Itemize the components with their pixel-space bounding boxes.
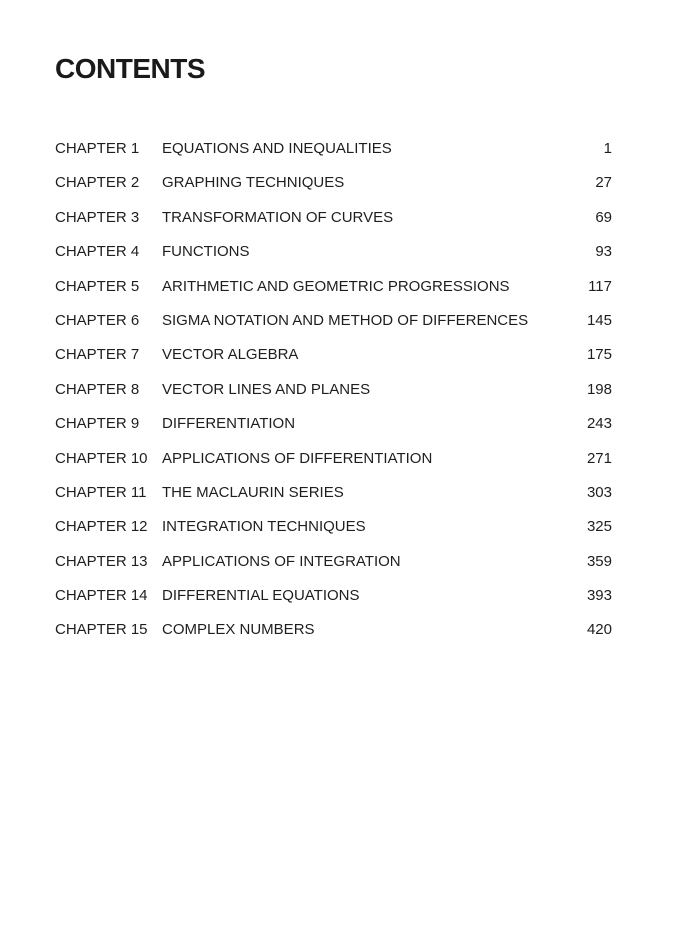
page-number: 93 [595,243,612,261]
chapter-title: GRAPHING TECHNIQUES [162,174,345,192]
page-number: 393 [586,587,612,605]
page-number: 27 [595,174,612,192]
chapter-number: CHAPTER 9 [55,415,140,433]
chapter-title: SIGMA NOTATION AND METHOD OF DIFFERENCES [162,311,529,329]
chapter-title: VECTOR ALGEBRA [162,346,299,364]
page-number: 303 [586,483,612,501]
page-number: 243 [586,415,612,433]
page-number: 175 [586,346,612,364]
chapter-title: TRANSFORMATION OF CURVES [162,208,394,226]
chapter-number: CHAPTER 7 [55,346,140,364]
chapter-title: APPLICATIONS OF DIFFERENTIATION [162,449,433,467]
page-number: 1 [603,140,612,157]
chapter-title: EQUATIONS AND INEQUALITIES [162,140,392,157]
toc-entry[interactable] [55,274,612,308]
toc-entry[interactable] [55,514,612,548]
chapter-title: DIFFERENTIATION [162,415,296,433]
chapter-number: CHAPTER 3 [55,208,140,226]
page-number: 420 [586,621,612,639]
chapter-title: INTEGRATION TECHNIQUES [162,518,366,536]
chapter-number: CHAPTER 10 [55,449,148,467]
chapter-number: CHAPTER 14 [55,587,148,605]
page-title: CONTENTS [55,53,205,84]
toc-entry[interactable] [55,617,612,651]
page-number: 69 [595,208,612,226]
page-number: 117 [588,277,612,295]
chapter-number: CHAPTER 6 [55,311,140,329]
chapter-number: CHAPTER 2 [55,174,140,192]
chapter-number: CHAPTER 13 [55,552,148,570]
toc-entry[interactable] [55,136,612,170]
toc-entry[interactable] [55,239,612,273]
toc-entry[interactable] [55,446,612,480]
chapter-number: CHAPTER 8 [55,380,140,398]
chapter-title: ARITHMETIC AND GEOMETRIC PROGRESSIONS [162,277,510,295]
page-number: 271 [586,449,612,467]
chapter-title: APPLICATIONS OF INTEGRATION [162,552,401,570]
chapter-number: CHAPTER 11 [55,483,147,501]
toc-entry[interactable] [55,411,612,445]
chapter-number: CHAPTER 12 [55,518,148,536]
table-of-contents [55,136,612,652]
toc-entry[interactable] [55,549,612,583]
chapter-number: CHAPTER 15 [55,621,148,639]
chapter-title: DIFFERENTIAL EQUATIONS [162,587,360,605]
chapter-number: CHAPTER 5 [55,277,140,295]
chapter-number: CHAPTER 1 [55,140,140,157]
page-number: 198 [586,380,612,398]
toc-entry[interactable] [55,342,612,376]
chapter-title: COMPLEX NUMBERS [162,621,315,639]
chapter-title: THE MACLAURIN SERIES [162,483,344,501]
page-number: 145 [586,311,612,329]
toc-entry[interactable] [55,583,612,617]
page-number: 325 [586,518,612,536]
toc-entry[interactable] [55,170,612,204]
page-number: 359 [586,552,612,570]
toc-entry[interactable] [55,377,612,411]
chapter-number: CHAPTER 4 [55,243,140,261]
chapter-title: VECTOR LINES AND PLANES [162,380,371,398]
toc-entry[interactable] [55,308,612,342]
toc-entry[interactable] [55,480,612,514]
chapter-title: FUNCTIONS [162,243,250,261]
toc-entry[interactable] [55,205,612,239]
